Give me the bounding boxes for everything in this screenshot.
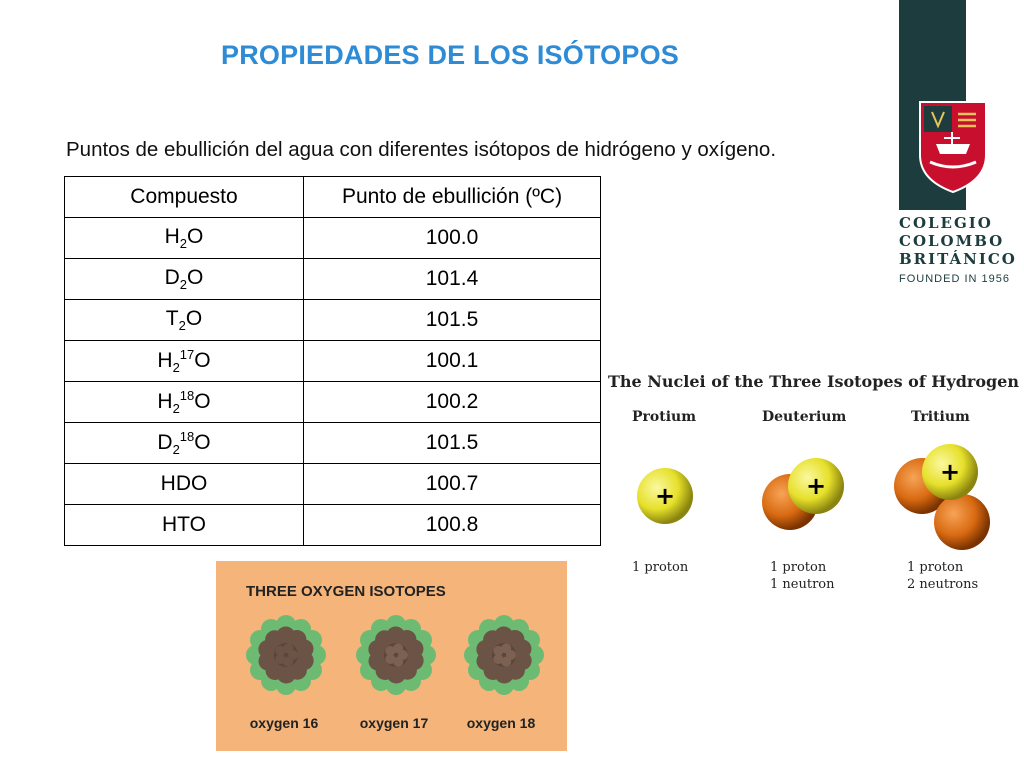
formula-part: O bbox=[187, 224, 204, 248]
table-row bbox=[65, 218, 601, 259]
inner-particle bbox=[283, 643, 293, 653]
formula-part: O bbox=[194, 389, 211, 413]
formula-part: 2 bbox=[172, 401, 180, 417]
table-row bbox=[65, 423, 601, 464]
desc-line: 1 proton bbox=[632, 560, 689, 575]
formula-part: H bbox=[157, 389, 173, 413]
boiling-point-cell: 100.7 bbox=[304, 464, 601, 505]
boiling-point-cell: 100.0 bbox=[304, 218, 601, 259]
school-name bbox=[899, 214, 1017, 268]
nuclei-illustration bbox=[604, 434, 1004, 559]
formula-part: D bbox=[157, 430, 173, 454]
formula-part: D bbox=[164, 265, 180, 289]
formula-part: O bbox=[194, 348, 211, 372]
boiling-point-cell: 100.8 bbox=[304, 505, 601, 546]
formula-part: H bbox=[164, 224, 180, 248]
table-body bbox=[65, 218, 601, 546]
formula-part: 2 bbox=[172, 360, 180, 376]
formula-part: O bbox=[185, 306, 203, 330]
logo-line-2: COLOMBO bbox=[899, 232, 1005, 250]
oxygen-isotopes-figure bbox=[216, 561, 567, 751]
boiling-point-table bbox=[64, 176, 601, 546]
formula-part: 2 bbox=[172, 442, 180, 458]
formula-part: 2 bbox=[179, 277, 188, 293]
formula-part: HTO bbox=[162, 513, 206, 536]
oxygen-nucleus-icon bbox=[464, 615, 544, 695]
formula-part: H bbox=[157, 348, 173, 372]
isotope-desc-protium bbox=[632, 559, 688, 576]
inner-particle bbox=[393, 643, 403, 653]
column-header: Punto de ebullición (ºC) bbox=[304, 177, 601, 218]
desc-line: 1 neutron bbox=[770, 577, 835, 592]
compound-cell bbox=[65, 218, 304, 259]
column-header: Compuesto bbox=[65, 177, 304, 218]
isotope-name-tritium: Tritium bbox=[911, 409, 970, 425]
formula-part: 2 bbox=[179, 236, 188, 252]
compound-cell bbox=[65, 505, 304, 546]
oxygen-nucleus-icon bbox=[356, 615, 436, 695]
table-row bbox=[65, 464, 601, 505]
formula-part: O bbox=[187, 265, 204, 289]
table-row bbox=[65, 382, 601, 423]
compound-cell bbox=[65, 464, 304, 505]
table-caption: Puntos de ebullición del agua con diferentes isótopos de hidrógeno y oxígeno. bbox=[66, 138, 777, 161]
compound-cell bbox=[65, 341, 304, 382]
compound-cell bbox=[65, 382, 304, 423]
formula-part: O bbox=[194, 430, 211, 454]
boiling-point-cell: 100.2 bbox=[304, 382, 601, 423]
isotope-desc-tritium bbox=[907, 559, 978, 593]
school-crest-icon bbox=[918, 100, 988, 195]
formula-part: HDO bbox=[160, 472, 208, 495]
compound-cell bbox=[65, 423, 304, 464]
oxygen-label-16: oxygen 16 bbox=[249, 715, 319, 731]
isotope-name-deuterium: Deuterium bbox=[762, 409, 847, 425]
table-row bbox=[65, 341, 601, 382]
boiling-point-cell: 100.1 bbox=[304, 341, 601, 382]
figure-title: The Nuclei of the Three Isotopes of Hydrogen bbox=[608, 372, 1019, 391]
formula-part: 2 bbox=[178, 318, 186, 334]
neutron-icon bbox=[934, 494, 990, 550]
desc-line: 2 neutrons bbox=[907, 577, 979, 592]
desc-line: 1 proton bbox=[907, 560, 964, 575]
oxygen-label-17: oxygen 17 bbox=[359, 715, 429, 731]
hydrogen-isotopes-figure bbox=[604, 364, 1019, 594]
founded-text: FOUNDED IN 1956 bbox=[899, 273, 1010, 285]
page-title: PROPIEDADES DE LOS ISÓTOPOS bbox=[221, 40, 679, 70]
isotope-desc-deuterium bbox=[770, 559, 834, 593]
logo-line-3: BRITÁNICO bbox=[899, 250, 1017, 268]
desc-line: 1 proton bbox=[770, 560, 827, 575]
plus-sign: + bbox=[939, 458, 961, 486]
formula-part: T bbox=[165, 306, 179, 330]
oxygen-nucleus-icon bbox=[246, 615, 326, 695]
plus-sign: + bbox=[654, 482, 676, 510]
isotope-name-protium: Protium bbox=[632, 409, 697, 425]
logo-line-1: COLEGIO bbox=[899, 214, 993, 232]
inner-particle bbox=[501, 643, 511, 653]
formula-part: 18 bbox=[179, 387, 195, 403]
table-row bbox=[65, 300, 601, 341]
compound-cell bbox=[65, 300, 304, 341]
boiling-point-cell: 101.4 bbox=[304, 259, 601, 300]
compound-cell bbox=[65, 259, 304, 300]
oxygen-label-18: oxygen 18 bbox=[466, 715, 536, 731]
boiling-point-cell: 101.5 bbox=[304, 423, 601, 464]
formula-part: 18 bbox=[179, 428, 195, 444]
figure-title: THREE OXYGEN ISOTOPES bbox=[246, 583, 446, 600]
table-row bbox=[65, 259, 601, 300]
formula-part: 17 bbox=[179, 346, 195, 362]
plus-sign: + bbox=[805, 472, 827, 500]
boiling-point-cell: 101.5 bbox=[304, 300, 601, 341]
table-header-row bbox=[65, 177, 601, 218]
oxygen-nuclei-illustration bbox=[216, 609, 567, 709]
table-row bbox=[65, 505, 601, 546]
